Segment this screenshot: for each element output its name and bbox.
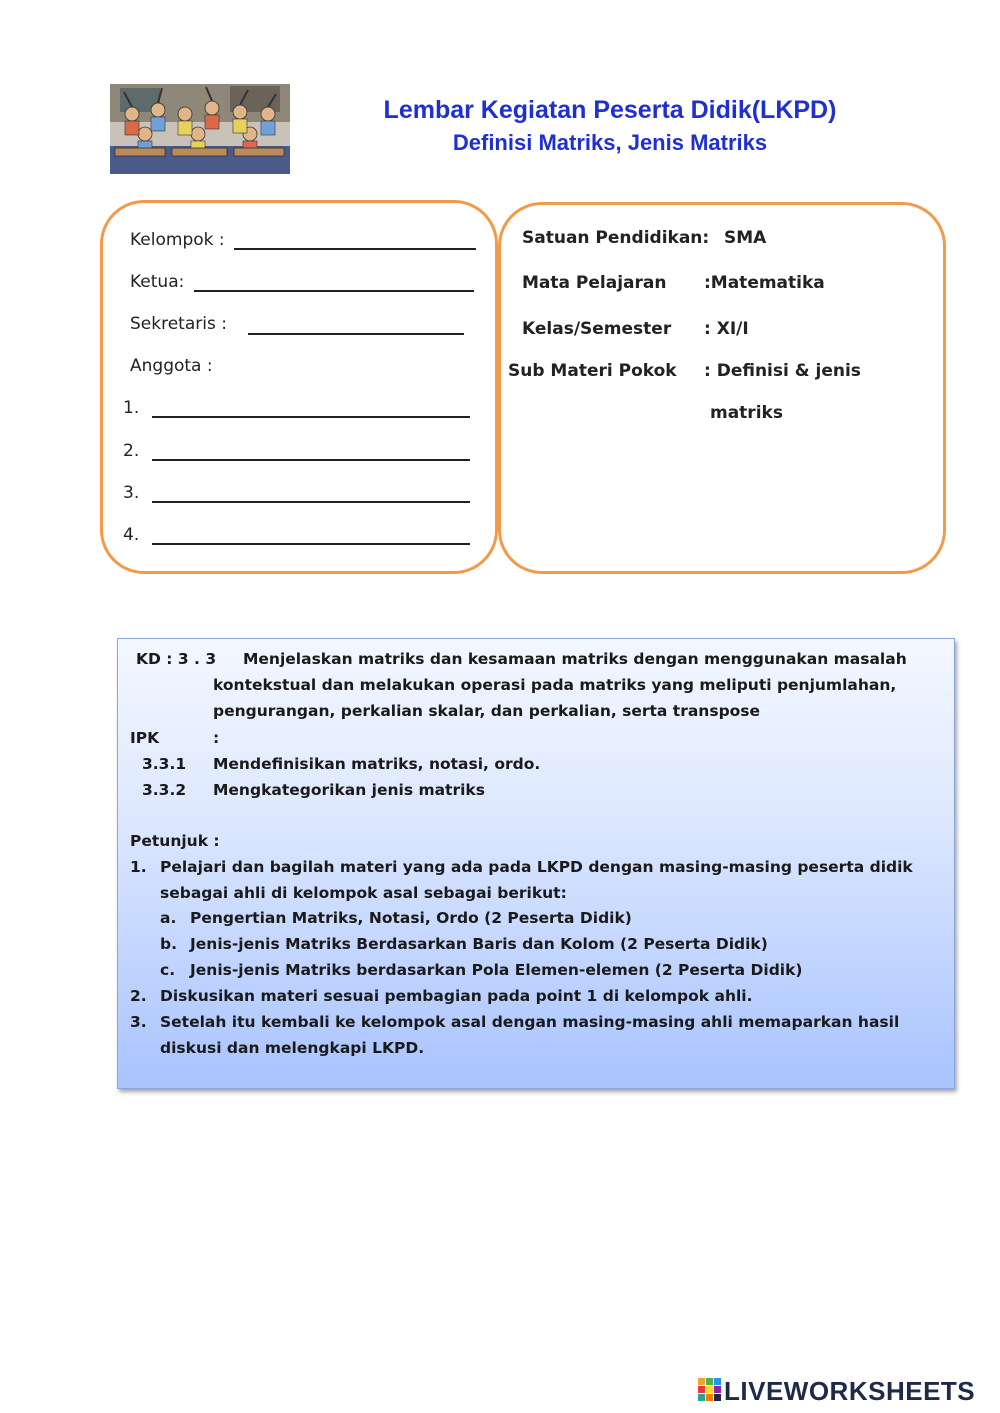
- ipk-label: IPK: [130, 729, 160, 747]
- sub-item-letter: b.: [160, 935, 177, 953]
- step-text: Pelajari dan bagilah materi yang ada pada LKPD dengan masing-masing peserta didik: [160, 858, 913, 876]
- member-1-input-line[interactable]: [152, 416, 470, 418]
- classroom-illustration: [110, 84, 290, 174]
- member-number: 2.: [123, 441, 140, 461]
- kelompok-label: Kelompok :: [130, 230, 225, 250]
- step-number: 3.: [130, 1013, 147, 1031]
- petunjuk-label: Petunjuk :: [130, 832, 220, 850]
- sub-item-text: Jenis-jenis Matriks berdasarkan Pola Elemen-elemen (2 Peserta Didik): [190, 961, 803, 979]
- member-number: 1.: [123, 398, 140, 418]
- kd-text: pengurangan, perkalian skalar, dan perkalian, serta transpose: [213, 702, 761, 720]
- step-number: 2.: [130, 987, 147, 1005]
- satuan-value: SMA: [724, 228, 767, 248]
- sub-item-text: Pengertian Matriks, Notasi, Ordo (2 Peserta Didik): [190, 909, 632, 927]
- mapel-value: :Matematika: [704, 273, 825, 293]
- sub-item-text: Jenis-jenis Matriks Berdasarkan Baris dan Kolom (2 Peserta Didik): [190, 935, 768, 953]
- satuan-label: Satuan Pendidikan:: [522, 228, 710, 248]
- mapel-label: Mata Pelajaran: [522, 273, 667, 293]
- member-number: 3.: [123, 483, 140, 503]
- kelompok-input-line[interactable]: [234, 248, 476, 250]
- member-3-input-line[interactable]: [152, 501, 470, 503]
- sekretaris-label: Sekretaris :: [130, 314, 227, 334]
- step-text: Setelah itu kembali ke kelompok asal dengan masing-masing ahli memaparkan hasil: [160, 1013, 900, 1031]
- ipk-text: Mendefinisikan matriks, notasi, ordo.: [213, 755, 541, 773]
- ketua-input-line[interactable]: [194, 290, 474, 292]
- kd-text: Menjelaskan matriks dan kesamaan matriks dengan menggunakan masalah: [243, 650, 907, 668]
- ipk-number: 3.3.2: [142, 781, 187, 799]
- liveworksheets-logo-text[interactable]: LIVEWORKSHEETS: [724, 1376, 976, 1406]
- kelas-value: : XI/I: [704, 319, 749, 339]
- anggota-label: Anggota :: [130, 356, 213, 376]
- ipk-text: Mengkategorikan jenis matriks: [213, 781, 485, 799]
- kd-text: kontekstual dan melakukan operasi pada matriks yang meliputi penjumlahan,: [213, 676, 897, 694]
- member-number: 4.: [123, 525, 140, 545]
- member-4-input-line[interactable]: [152, 543, 470, 545]
- course-info-box: [498, 202, 946, 574]
- submateri-value-cont: matriks: [710, 403, 783, 423]
- ketua-label: Ketua:: [130, 272, 185, 292]
- worksheet-title: Lembar Kegiatan Peserta Didik(LKPD): [383, 96, 837, 124]
- sub-item-letter: a.: [160, 909, 177, 927]
- kelas-label: Kelas/Semester: [522, 319, 672, 339]
- ipk-number: 3.3.1: [142, 755, 187, 773]
- worksheet-subtitle: Definisi Matriks, Jenis Matriks: [452, 130, 768, 155]
- step-text: diskusi dan melengkapi LKPD.: [160, 1039, 425, 1057]
- member-2-input-line[interactable]: [152, 459, 470, 461]
- step-text: sebagai ahli di kelompok asal sebagai berikut:: [160, 884, 567, 902]
- step-number: 1.: [130, 858, 147, 876]
- step-text: Diskusikan materi sesuai pembagian pada point 1 di kelompok ahli.: [160, 987, 753, 1005]
- liveworksheets-logo-icon: [698, 1378, 722, 1406]
- sub-item-letter: c.: [160, 961, 176, 979]
- kd-label: KD : 3 . 3: [136, 650, 217, 668]
- ipk-colon: :: [213, 729, 220, 747]
- submateri-label: Sub Materi Pokok: [508, 361, 677, 381]
- sekretaris-input-line[interactable]: [248, 333, 464, 335]
- submateri-value: : Definisi & jenis: [704, 361, 861, 381]
- group-identity-box: [100, 200, 498, 574]
